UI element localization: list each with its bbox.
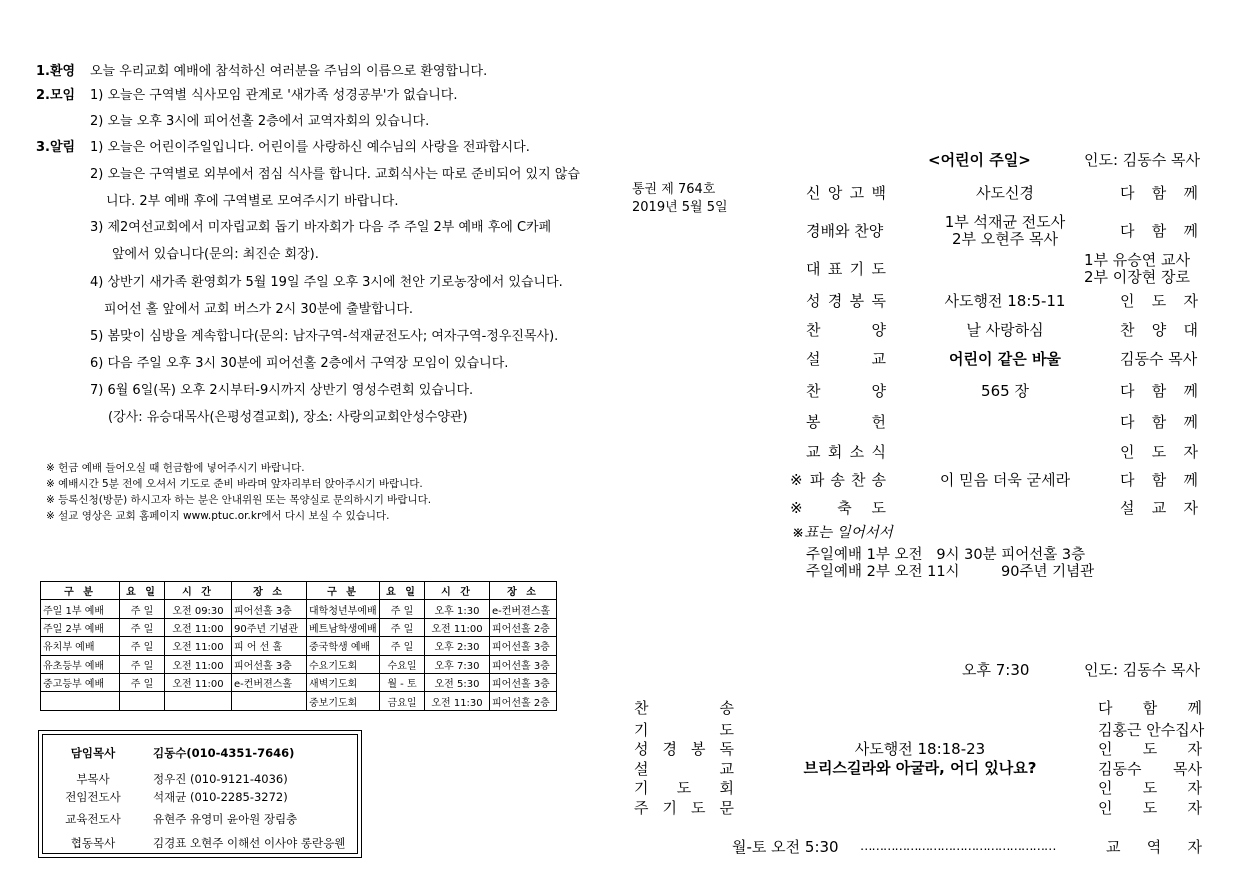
order-leader: 다 함 께	[1098, 699, 1202, 717]
order-item: 설 교	[806, 350, 886, 368]
table-cell: 주 일	[380, 618, 425, 636]
order-item: 설 교	[634, 760, 734, 778]
service-leader: 인도: 김동수 목사	[1084, 151, 1201, 169]
dawn-leader: 교 역 자	[1106, 838, 1202, 856]
announcement-label-meeting: 2.모임	[36, 88, 76, 103]
table-cell: 오전 09:30	[165, 600, 232, 618]
table-cell: 주 일	[120, 655, 165, 673]
col-header: 요 일	[120, 582, 165, 600]
table-cell: 주 일	[120, 637, 165, 655]
table-cell: 피어선홀 3층	[490, 655, 557, 673]
table-cell: 중보기도회	[307, 692, 380, 710]
order-leader: 다 함 께	[1120, 382, 1198, 400]
col-header: 구 분	[41, 582, 120, 600]
announcement-line: 2) 오늘은 구역별로 외부에서 점심 식사를 합니다. 교회식사는 따로 준비되어 있지 않습	[90, 167, 580, 182]
service-title: <어린이 주일>	[928, 151, 1031, 169]
order-leader: 다 함 께	[1120, 413, 1198, 431]
announcement-line: 5) 봄맞이 심방을 계속합니다(문의: 남자구역-석재균전도사; 여자구역-정우진목사).	[90, 329, 559, 344]
table-cell: 오전 11:00	[165, 655, 232, 673]
table-cell: 주 일	[380, 600, 425, 618]
order-leader: 인 도 자	[1098, 799, 1202, 817]
table-cell: 오후 2:30	[425, 637, 490, 655]
col-header: 장 소	[490, 582, 557, 600]
order-item: 주 기 도 문	[634, 799, 734, 817]
staff-role: 전임전도사	[65, 790, 121, 804]
table-cell: 피어선홀 3층	[490, 637, 557, 655]
table-cell	[120, 692, 165, 710]
table-cell: 주 일	[120, 600, 165, 618]
order-item: 찬 송	[634, 699, 734, 717]
staff-role: 교육전도사	[65, 812, 121, 826]
table-cell: 주 일	[120, 673, 165, 691]
order-item: 봉 헌	[806, 413, 886, 431]
table-cell: e-컨버젼스홀	[490, 600, 557, 618]
evening-scripture: 사도행전 18:18-23	[854, 740, 986, 758]
table-cell: 중국학생 예배	[307, 637, 380, 655]
announcement-line: 4) 상반기 새가족 환영회가 5월 19일 주일 오후 3시에 천안 기로농장에서 있습니다.	[90, 275, 563, 290]
table-cell: 90주년 기념관	[232, 618, 307, 636]
table-cell: 오전 11:00	[165, 618, 232, 636]
dawn-time: 월-토 오전 5:30	[732, 838, 839, 856]
staff-box	[38, 730, 362, 858]
order-item: 교 회 소 식	[806, 443, 886, 461]
table-cell: 새벽기도회	[307, 673, 380, 691]
table-cell: 주일 2부 예배	[41, 618, 120, 636]
order-content: 565 장	[981, 382, 1029, 400]
service-time: 주일예배 1부 오전 9시 30분 피어선홀 3층	[806, 547, 1086, 563]
table-cell: 피어선홀 2층	[490, 692, 557, 710]
order-leader: 인 도 자	[1098, 740, 1202, 758]
table-cell: 유초등부 예배	[41, 655, 120, 673]
announcement-line: 3) 제2여선교회에서 미자립교회 돕기 바자회가 다음 주 주일 2부 예배 후에 C카페	[90, 220, 552, 235]
staff-name: 김경표 오현주 이해선 이사야 롱란응웬	[153, 836, 346, 850]
order-content: 2부 오현주 목사	[951, 230, 1059, 248]
announcement-label-notice: 3.알림	[36, 140, 76, 155]
table-cell: 오전 5:30	[425, 673, 490, 691]
order-item: 기 도 회	[634, 779, 734, 797]
table-row	[41, 692, 557, 710]
table-cell: 피어선홀 3층	[232, 655, 307, 673]
table-cell: 피어선홀 2층	[490, 618, 557, 636]
notes-block	[46, 460, 431, 524]
staff-name: 정우진 (010-9121-4036)	[153, 772, 288, 786]
order-leader: 1부 유승연 교사	[1084, 251, 1191, 269]
order-leader: 찬 양 대	[1120, 321, 1198, 339]
order-content: 날 사랑하심	[966, 321, 1044, 339]
staff-role: 부목사	[76, 772, 110, 786]
evening-leader: 인도: 김동수 목사	[1084, 661, 1201, 679]
table-row	[41, 655, 557, 673]
announcement-line: 피어선 홀 앞에서 교회 버스가 2시 30분에 출발합니다.	[104, 302, 414, 317]
order-content: 사도행전 18:5-11	[944, 292, 1066, 310]
col-header: 구 분	[307, 582, 380, 600]
announcement-line: 오늘 우리교회 예배에 참석하신 여러분을 주님의 이름으로 환영합니다.	[90, 64, 488, 79]
note-line: ※ 헌금 예배 들어오실 때 헌금함에 넣어주시기 바랍니다.	[46, 462, 305, 474]
table-cell: 오후 7:30	[425, 655, 490, 673]
sermon-title: 어린이 같은 바울	[949, 350, 1061, 368]
order-item: 기 도	[634, 721, 734, 739]
col-header: 시 간	[425, 582, 490, 600]
table-cell	[232, 692, 307, 710]
table-cell: 주 일	[380, 637, 425, 655]
announcement-line: 앞에서 있습니다(문의: 최진순 회장).	[112, 247, 319, 262]
order-leader: 다 함 께	[1120, 222, 1198, 240]
order-item: ※ 축 도	[790, 499, 886, 517]
order-leader: 다 함 께	[1120, 471, 1198, 489]
evening-sermon-title: 브리스길라와 아굴라, 어디 있나요?	[803, 759, 1037, 777]
col-header: 요 일	[380, 582, 425, 600]
staff-box-inner	[42, 734, 358, 854]
table-row	[41, 618, 557, 636]
col-header: 장 소	[232, 582, 307, 600]
table-cell: 주 일	[120, 618, 165, 636]
order-leader: 설 교 자	[1120, 499, 1198, 517]
table-cell	[41, 692, 120, 710]
order-item: 찬 양	[806, 382, 886, 400]
table-cell: 오후 1:30	[425, 600, 490, 618]
order-item: 찬 양	[806, 321, 886, 339]
table-header-row	[41, 582, 557, 600]
announcement-line: 1) 오늘은 어린이주일입니다. 어린이를 사랑하신 예수님의 사랑을 전파합시다.	[90, 140, 530, 155]
worship-schedule-table	[40, 581, 557, 711]
announcement-line: 1) 오늘은 구역별 식사모임 관계로 '새가족 성경공부'가 없습니다.	[90, 88, 458, 103]
table-cell: 대학청년부예배	[307, 600, 380, 618]
table-cell: 주일 1부 예배	[41, 600, 120, 618]
table-cell: 수요기도회	[307, 655, 380, 673]
staff-name: 석재균 (010-2285-3272)	[153, 790, 288, 804]
order-content: 이 믿음 더욱 굳세라	[939, 471, 1071, 489]
table-cell: 오전 11:00	[425, 618, 490, 636]
table-row	[41, 637, 557, 655]
order-leader: 인 도 자	[1098, 779, 1202, 797]
announcement-line: 니다. 2부 예배 후에 구역별로 모여주시기 바랍니다.	[106, 194, 399, 209]
table-row	[41, 600, 557, 618]
staff-name: 유현주 유영미 윤아원 장림충	[153, 812, 298, 826]
table-cell: 오전 11:30	[425, 692, 490, 710]
stand-note: ※표는 일어서서	[792, 525, 893, 541]
order-leader: 다 함 께	[1120, 184, 1198, 202]
col-header: 시 간	[165, 582, 232, 600]
note-line: ※ 예배시간 5분 전에 오셔서 기도로 준비 바라며 앞자리부터 앉아주시기 바랍니다.	[46, 478, 423, 490]
order-item: 성 경 봉 독	[634, 740, 734, 758]
order-leader: 김동수 목사	[1120, 350, 1198, 368]
order-item: 신 앙 고 백	[806, 184, 886, 202]
order-leader: 인 도 자	[1120, 443, 1198, 461]
issue-volume: 통권 제 764호	[632, 182, 716, 197]
table-row	[41, 673, 557, 691]
table-cell: 베트남학생예배	[307, 618, 380, 636]
table-cell: 월 - 토	[380, 673, 425, 691]
table-cell: 수요일	[380, 655, 425, 673]
table-cell: e-컨버젼스홀	[232, 673, 307, 691]
announcement-line: 6) 다음 주일 오후 3시 30분에 피어선홀 2층에서 구역장 모임이 있습니다.	[90, 356, 509, 371]
table-cell: 유치부 예배	[41, 637, 120, 655]
table-cell: 피어선홀 3층	[490, 673, 557, 691]
table-cell: 금요일	[380, 692, 425, 710]
order-leader: 김동수 목사	[1098, 760, 1202, 778]
order-item: 경배와 찬양	[806, 222, 884, 240]
table-cell: 중고등부 예배	[41, 673, 120, 691]
order-item: ※ 파 송 찬 송	[790, 471, 886, 489]
announcement-line: 7) 6월 6일(목) 오후 2시부터-9시까지 상반기 영성수련회 있습니다.	[90, 383, 474, 398]
announcement-line: 2) 오늘 오후 3시에 피어선홀 2층에서 교역자회의 있습니다.	[90, 114, 430, 129]
announcement-label-welcome: 1.환영	[36, 64, 76, 79]
note-line: ※ 등록신청(방문) 하시고자 하는 분은 안내위원 또는 목양실로 문의하시기 바랍니다.	[46, 494, 432, 506]
announcement-line: (강사: 유승대목사(은평성결교회), 장소: 사랑의교회안성수양관)	[108, 410, 468, 425]
staff-role: 협동목사	[70, 836, 116, 850]
dawn-leader-dots: ……………………………………………	[860, 838, 1056, 853]
table-cell: 피어선홀 3층	[232, 600, 307, 618]
order-item: 성 경 봉 독	[806, 292, 886, 310]
order-leader: 김홍근 안수집사	[1098, 721, 1205, 739]
service-time: 주일예배 2부 오전 11시 90주년 기념관	[806, 564, 1095, 580]
order-item: 대 표 기 도	[806, 260, 886, 278]
table-cell: 오전 11:00	[165, 637, 232, 655]
table-cell	[165, 692, 232, 710]
issue-date: 2019년 5월 5일	[632, 200, 728, 215]
order-content: 1부 석재균 전도사	[944, 213, 1066, 231]
staff-role: 담임목사	[70, 746, 116, 760]
note-line: ※ 설교 영상은 교회 홈페이지 www.ptuc.or.kr에서 다시 보실 수 있습니다.	[46, 510, 390, 522]
table-cell: 오전 11:00	[165, 673, 232, 691]
order-content: 사도신경	[976, 184, 1034, 202]
table-cell: 피 어 선 홀	[232, 637, 307, 655]
staff-name: 김동수(010-4351-7646)	[153, 746, 295, 760]
order-leader: 2부 이장현 장로	[1084, 268, 1191, 286]
evening-time: 오후 7:30	[962, 661, 1030, 679]
order-leader: 인 도 자	[1120, 292, 1198, 310]
